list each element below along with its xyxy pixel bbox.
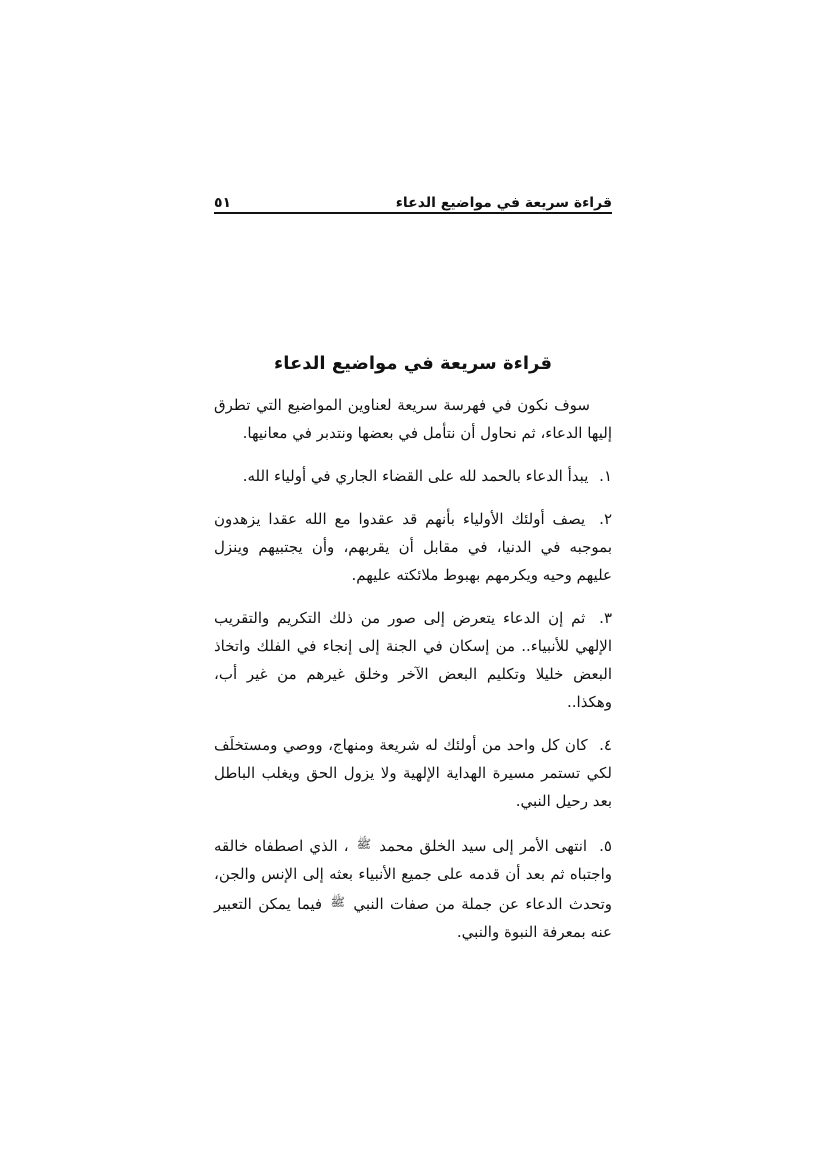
item-number: ١. bbox=[599, 467, 612, 485]
list-item bbox=[214, 462, 612, 490]
item-text-part: ، الذي اصطفاه خالقه واجتباه ثم بعد أن قدمه على جميع الأنبياء بعثه إلى الإنس والجن، وتحدث الدعاء عن جملة من صفات النبي bbox=[214, 837, 612, 913]
list-item bbox=[214, 505, 612, 589]
item-text: كان كل واحد من أولئك له شريعة ومنهاج، ووصي ومستخلَف لكي تستمر مسيرة الهداية الإلهية ولا يزول الحق ويغلب الباطل بعد رحيل النبي. bbox=[214, 736, 612, 810]
list-item bbox=[214, 830, 612, 946]
item-number: ٤. bbox=[599, 736, 612, 754]
running-header-title: قراءة سريعة في مواضيع الدعاء bbox=[395, 195, 612, 211]
item-text-part: انتهى الأمر إلى سيد الخلق محمد bbox=[379, 837, 588, 855]
running-header bbox=[214, 185, 612, 214]
pbuh-glyph: ﷺ bbox=[356, 837, 372, 851]
pbuh-glyph: ﷺ bbox=[330, 895, 345, 909]
intro-paragraph: سوف نكون في فهرسة سريعة لعناوين المواضيع التي تطرق إليها الدعاء، ثم نحاول أن نتأمل في بعضها ونتدبر في معانيها. bbox=[214, 396, 612, 442]
page-number: ٥١ bbox=[214, 195, 232, 211]
item-number: ٥. bbox=[599, 837, 612, 855]
item-text: يصف أولئك الأولياء بأنهم قد عقدوا مع الله عقدا يزهدون بموجبه في الدنيا، في مقابل أن يقربهم، وأن يجتبيهم وينزل عليهم وحيه ويكرمهم بهبوط ملائكته عليهم. bbox=[214, 510, 612, 584]
item-text: يبدأ الدعاء بالحمد لله على القضاء الجاري في أولياء الله. bbox=[242, 467, 589, 485]
item-number: ٢. bbox=[599, 510, 612, 528]
list-item bbox=[214, 731, 612, 815]
item-number: ٣. bbox=[599, 609, 612, 627]
item-text: ثم إن الدعاء يتعرض إلى صور من ذلك التكريم والتقريب الإلهي للأنبياء.. من إسكان في الجنة إلى إنجاء في الفلك واتخاذ البعض خليلا وتكليم البعض الآخر وخلق غيرهم من غير أب، وهكذا.. bbox=[214, 609, 612, 711]
section-title: قراءة سريعة في مواضيع الدعاء bbox=[274, 353, 552, 374]
book-page bbox=[214, 185, 612, 961]
item-text-part: فيما يمكن التعبير عنه بمعرفة النبوة والنبي. bbox=[214, 895, 612, 941]
list-item bbox=[214, 604, 612, 716]
